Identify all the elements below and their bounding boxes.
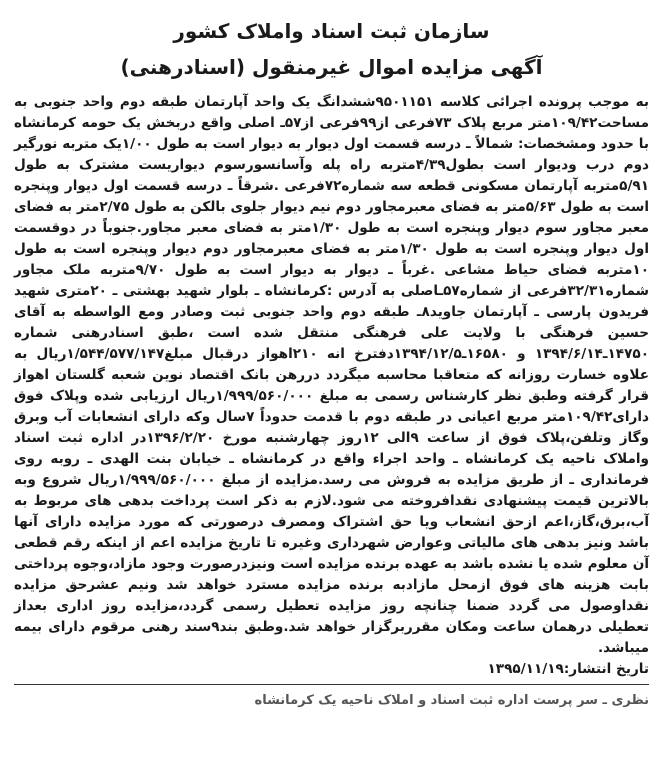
divider xyxy=(14,684,649,685)
notice-body: به موجب پرونده اجرائی کلاسه ۹۵۰۱۱۵۱ششدانگ یک واحد آپارتمان طبقه دوم واحد جنوبی به مساحت۱۰۹/۴۲متر مربع پلاک ۷۳فرعی از۹۹فرعی از۵۷ـ اصلی واقع دربخش یک حومه کرمانشاه با حدود ومشخصات: شمالاً ـ درسه قسمت اول دیوار به دیوار است به طول ۱/۰۰یک متربه نورگیر دوم درب ودیوار است بطول۴/۳۹متربه راه پله وآسانسورسوم دیواریست مشترک به طول ۵/۹۱متربه آپارتمان مسکونی قطعه سه شماره۷۲فرعی .شرقاً ـ درسه قسمت اول دیوار وپنجره است به طول ۵/۶۳متر به فضای معبرمجاور دوم نیم دیوار جلوی بالکن به طول ۲/۷۵متر به فضای معبر مجاور سوم دیوار وپنجره است به طول ۱/۳۰متر به فضای معبر مجاور.جنوباً در دوقسمت اول دیوار وپنجره است به طول ۱/۳۰متر به فضای معبرمجاور دوم دیوار وپنجره است به طول ۱۰متربه فضای حیاط مشاعی .غرباً ـ دیوار به دیوار است به طول ۹/۷۰متربه ملک مجاور شماره۳۲/۳۱فرعی از شماره۵۷ـاصلی به آدرس :کرمانشاه ـ بلوار شهید بهشتی ـ ۲۰متری شهید فریدون پارسی ـ آپارتمان جاوید۸ـ طبقه دوم واحد جنوبی ثبت وصادر ومع الواسطه به آقای حسین فرهنگی با ولایت علی فرهنگی منتقل شده است ،طبق اسنادرهنی شماره ۱۴۷۵۰ـ۱۳۹۴/۶/۱۴ و ۱۶۵۸۰ـ۱۳۹۴/۱۲/۵دفترخ انه ۲۱۰اهواز درقبال مبلغ۱/۵۴۴/۵۷۷/۱۴۷ریال به علاوه خسارت روزانه که متعاقبا محاسبه میگردد دررهن بانک اقتصاد نوین شعبه گلستان اهواز قرار گرفته وطبق نظر کارشناس رسمی به مبلغ ۱/۹۹۹/۵۶۰/۰۰۰ریال ارزیابی شده وپلاک فوق دارای۱۰۹/۴۲متر مربع اعیانی در طبقه دوم با قدمت حدوداً ۷سال وکه دارای انشعابات آب وبرق وگاز وتلفن،پلاک فوق از ساعت ۹الی ۱۲روز چهارشنبه مورخ ۱۳۹۶/۲/۲۰در اداره ثبت اسناد واملاک ناحیه یک کرمانشاه ـ واحد اجراء واقع در کرمانشاه ـ خیابان بنت الهدی ـ روبه روی فرمانداری ـ از طریق مزایده به فروش می رسد.مزایده از مبلغ ۱/۹۹۹/۵۶۰/۰۰۰ریال شروع وبه بالاترین قیمت پیشنهادی نقدافروخته می شود.لازم به ذکر است پرداخت بدهی های مربوط به آب،برق،گاز،اعم ازحق انشعاب ویا حق اشتراک ومصرف درصورتی که مورد مزایده دارای آنها باشد ونیز بدهی های مالیاتی وعوارض شهرداری وغیره تا تاریخ مزایده اعم از اینکه رقم قطعی آن معلوم شده یا نشده باشد به عهده برنده مزایده است ونیزدرصورت وجود مازاد،وجوه پرداختی بابت هزینه های فوق ازمحل مازادبه برنده مزایده مسترد خواهد شد ونیم عشرحق مزایده نقداوصول می گردد ضمنا چنانچه روز مزایده تعطیل رسمی گردد،مزایده روز اداری بعداز تعطیلی درهمان ساعت ومکان مقرربرگزار خواهد شد.وطبق بند۹سند رهنی مرقوم دارای بیمه میباشد. xyxy=(14,94,650,656)
signature-line: نظری ـ سر پرست اداره ثبت اسناد و املاک ناحیه یک کرمانشاه xyxy=(254,693,649,708)
publication-date: تاریخ انتشار:۱۳۹۵/۱۱/۱۹ xyxy=(487,661,649,677)
organization-title: سازمان ثبت اسناد واملاک کشور xyxy=(173,19,490,43)
notice-title: آگهی مزایده اموال غیرمنقول (اسنادرهنی) xyxy=(120,55,543,79)
